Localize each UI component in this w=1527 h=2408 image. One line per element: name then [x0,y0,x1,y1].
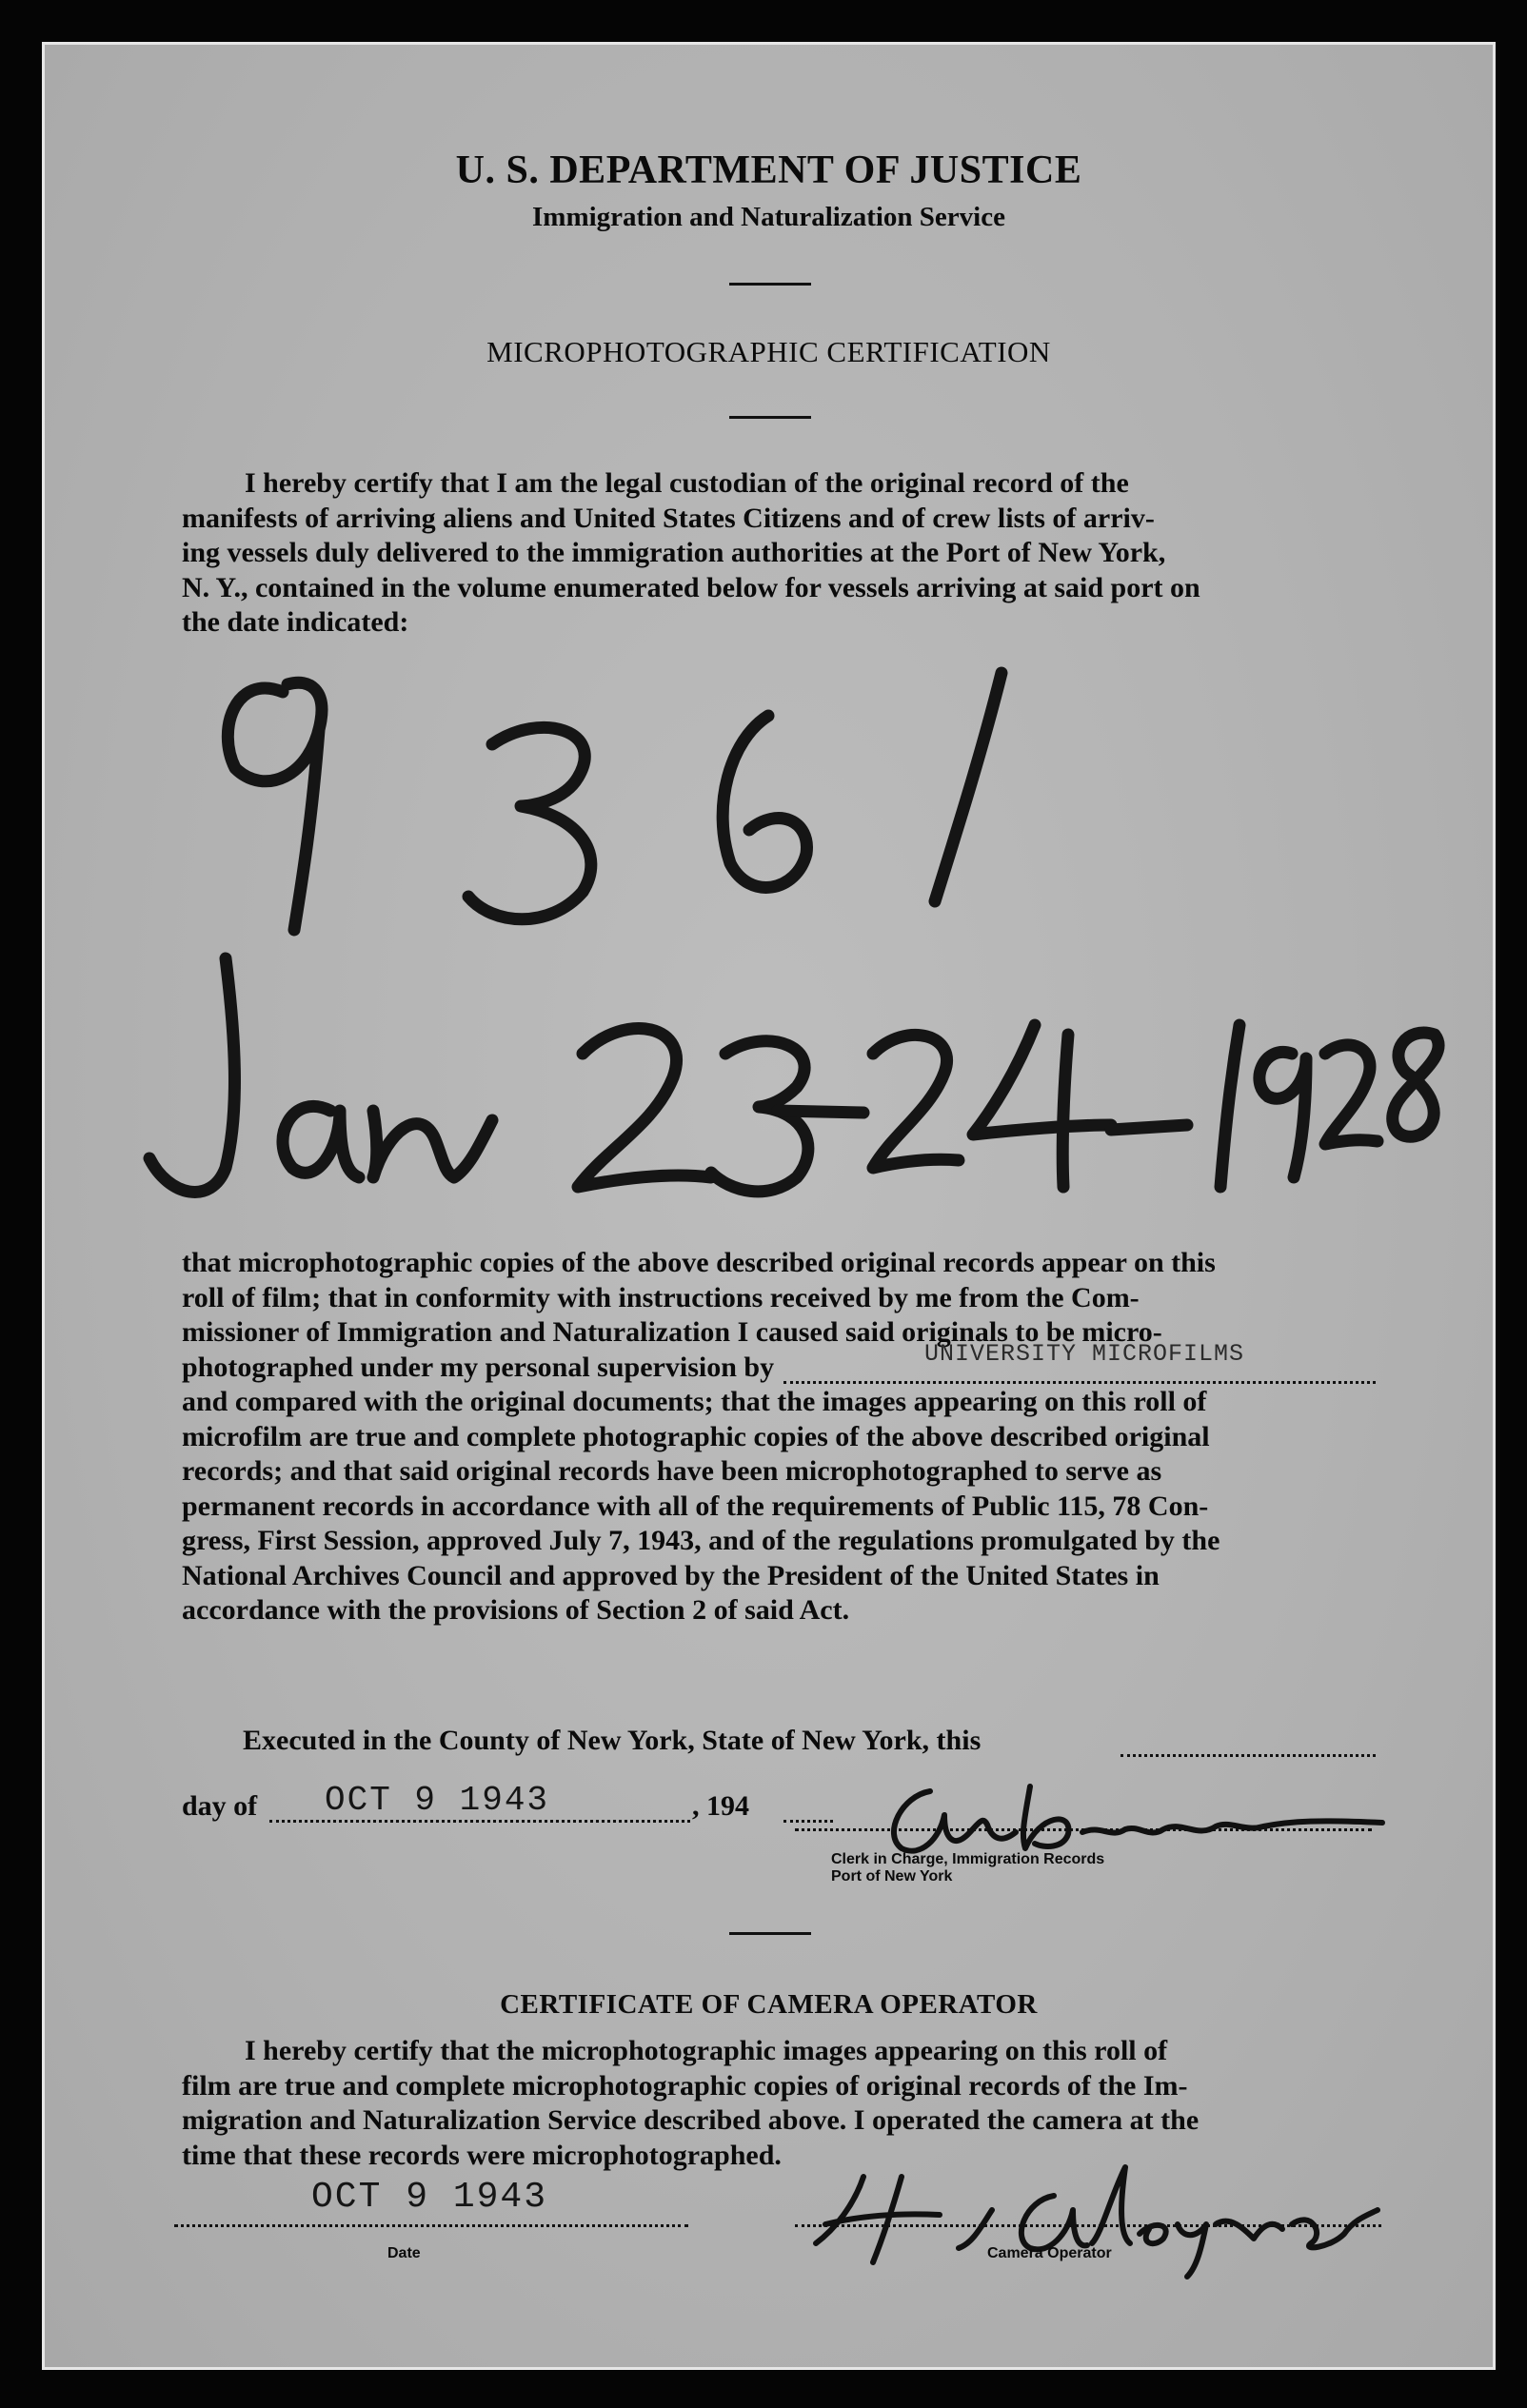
clerk-port: Port of New York [831,1868,953,1885]
camera-date-label: Date [387,2245,421,2261]
handwritten-digit [873,1035,959,1168]
clerk-signature-line [795,1826,1372,1831]
body-line: roll of film; that in conformity with instructions received by me from the Com- [182,1281,1140,1313]
camera-date-stamp: OCT 9 1943 [311,2177,548,2218]
certification-title: MICROPHOTOGRAPHIC CERTIFICATION [486,335,1051,368]
year-prefix: , 194 [692,1790,749,1822]
divider [729,283,811,286]
date-stamp: OCT 9 1943 [325,1781,550,1820]
camera-operator-label: Camera Operator [987,2245,1112,2261]
handwritten-digit [973,1025,1111,1187]
operator-signature-line [795,2222,1381,2227]
clerk-signature [863,1758,1397,1863]
camera-line: film are true and complete microphotographic copies of original records of the Im- [182,2069,1188,2102]
divider [729,1932,811,1935]
supervision-line [182,1339,1376,1386]
body-paragraph [182,1246,1376,1628]
handwritten-digit [1259,1052,1306,1177]
handwritten-dash [1111,1125,1187,1130]
handwritten-digit [1220,1025,1239,1187]
intro-line: manifests of arriving aliens and United States Citizens and of crew lists of arriv- [182,502,1155,534]
operator-signature [797,2158,1387,2281]
clerk-title: Clerk in Charge, Immigration Records [831,1851,1105,1867]
body-line: that microphotographic copies of the above described original records appear on this [182,1247,1216,1278]
body-line: National Archives Council and approved by the President of the United States in [182,1559,1160,1591]
intro-line: the date indicated: [182,606,409,638]
intro-line: I hereby certify that I am the legal custodian of the original record of the [245,467,1129,499]
supervisor-stamp: UNIVERSITY MICROFILMS [924,1339,1245,1368]
handwritten-dash [778,1111,863,1113]
handwritten-digit [723,716,806,887]
service-subheading: Immigration and Naturalization Service [532,202,1005,232]
clerk-label [831,1851,1307,1885]
handwritten-digit [1325,1045,1378,1144]
year-field [783,1797,833,1823]
executed-line [243,1724,1376,1762]
day-of-label: day of [182,1790,258,1822]
handwritten-letter [373,1111,492,1177]
day-field [1120,1731,1376,1757]
body-line: gress, First Session, approved July 7, 1943, and of the regulations promulgated by the [182,1525,1220,1556]
handwritten-digit [578,1029,711,1187]
camera-certificate-title: CERTIFICATE OF CAMERA OPERATOR [500,1989,1038,2020]
body-line: permanent records in accordance with all of the requirements of Public 115, 78 Con- [182,1490,1209,1522]
camera-line: I hereby certify that the microphotographic images appearing on this roll of [245,2035,1168,2066]
handwritten-digit [228,682,322,930]
supervision-text: photographed under my personal supervision by [182,1351,775,1383]
body-line: and compared with the original documents; that the images appearing on this roll of [182,1386,1207,1417]
executed-text: Executed in the County of New York, State of New York, this [243,1725,982,1756]
handwritten-digit [468,727,591,918]
camera-date-line [174,2222,688,2227]
body-line: missioner of Immigration and Naturalization I caused said originals to be micro- [182,1316,1162,1348]
department-heading: U. S. DEPARTMENT OF JUSTICE [455,148,1082,192]
handwritten-entries [45,578,1493,1225]
certificate-sheet [42,42,1496,2370]
body-line: accordance with the provisions of Section 2 of said Act. [182,1594,850,1626]
intro-line: N. Y., contained in the volume enumerated below for vessels arriving at said port on [182,571,1200,603]
camera-paragraph [182,2034,1376,2173]
body-line: records; and that said original records have been microphotographed to serve as [182,1455,1162,1487]
day-of-line [182,1781,848,1827]
handwritten-digit [935,673,1001,901]
handwritten-letter [149,958,234,1192]
handwritten-digit [1393,1033,1438,1136]
body-line: microfilm are true and complete photographic copies of the above described original [182,1420,1210,1452]
handwritten-letter [283,1106,359,1177]
camera-line: time that these records were microphotographed. [182,2139,782,2171]
divider [729,416,811,419]
camera-line: migration and Naturalization Service described above. I operated the camera at the [182,2104,1200,2136]
intro-line: ing vessels duly delivered to the immigration authorities at the Port of New York, [182,537,1166,568]
